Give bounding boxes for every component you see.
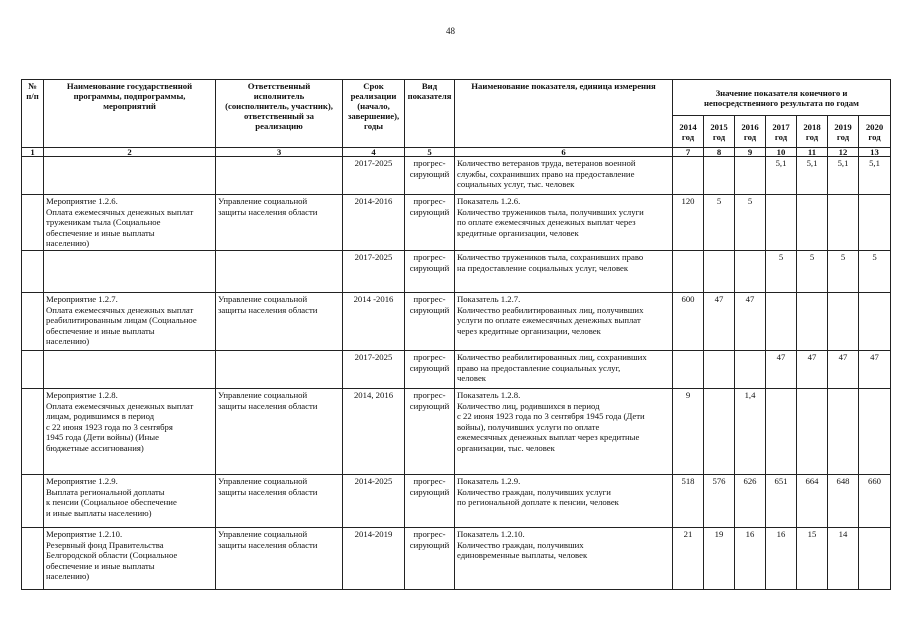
year-value: 5 — [828, 250, 859, 292]
implementation-period: 2014, 2016 — [343, 388, 405, 474]
indicator-name: Количество ветеранов труда, ветеранов военной службы, сохранивших право на предоставление социальных услуг, тыс. человек — [455, 157, 673, 195]
column-number: 5 — [405, 148, 455, 157]
indicator-table — [21, 79, 891, 590]
year-value: 660 — [859, 474, 891, 527]
row-number — [22, 527, 44, 589]
year-value: 5,1 — [766, 157, 797, 195]
program-name: Мероприятие 1.2.6. Оплата ежемесячных денежных выплат труженикам тыла (Социальное обеспечение и иные выплаты населению) — [44, 195, 216, 251]
header-year: 2016 год — [735, 116, 766, 148]
indicator-name: Показатель 1.2.7. Количество реабилитированных лиц, получивших услуги по оплате ежемесячных денежных выплат через кредитные организации, человек — [455, 292, 673, 350]
year-value — [704, 350, 735, 388]
row-number — [22, 388, 44, 474]
responsible-executor: Управление социальной защиты населения области — [216, 388, 343, 474]
year-value: 518 — [673, 474, 704, 527]
year-value: 5,1 — [828, 157, 859, 195]
year-value — [859, 388, 891, 474]
implementation-period: 2014-2019 — [343, 527, 405, 589]
year-value — [673, 350, 704, 388]
year-value: 5 — [735, 195, 766, 251]
year-value: 47 — [704, 292, 735, 350]
row-number — [22, 292, 44, 350]
year-value — [673, 250, 704, 292]
year-value: 47 — [735, 292, 766, 350]
year-value — [828, 195, 859, 251]
header-name: Наименование государственной программы, подпрограммы, мероприятий — [44, 80, 216, 148]
year-value: 600 — [673, 292, 704, 350]
year-value: 19 — [704, 527, 735, 589]
year-value: 16 — [735, 527, 766, 589]
responsible-executor: Управление социальной защиты населения области — [216, 527, 343, 589]
year-value: 626 — [735, 474, 766, 527]
year-value — [704, 388, 735, 474]
column-number: 11 — [797, 148, 828, 157]
implementation-period: 2017-2025 — [343, 157, 405, 195]
header-year: 2018 год — [797, 116, 828, 148]
indicator-name: Показатель 1.2.8. Количество лиц, родившихся в период с 22 июня 1923 года по 3 сентября 1945 года (Дети войны), получивших услуги по оплате ежемесячных денежных выплат через кредитные организации, тыс. человек — [455, 388, 673, 474]
indicator-kind: прогрес- сирующий — [405, 388, 455, 474]
table-row — [22, 250, 891, 292]
year-value — [673, 157, 704, 195]
year-value — [735, 350, 766, 388]
row-number — [22, 157, 44, 195]
implementation-period: 2014-2025 — [343, 474, 405, 527]
program-name — [44, 250, 216, 292]
year-value: 47 — [797, 350, 828, 388]
implementation-period: 2017-2025 — [343, 350, 405, 388]
indicator-name: Количество тружеников тыла, сохранивших право на предоставление социальных услуг, человек — [455, 250, 673, 292]
year-value: 5 — [766, 250, 797, 292]
column-number: 12 — [828, 148, 859, 157]
year-value: 5 — [859, 250, 891, 292]
year-value — [859, 195, 891, 251]
year-value — [735, 250, 766, 292]
year-value — [828, 292, 859, 350]
indicator-name: Количество реабилитированных лиц, сохранивших право на предоставление социальных услуг, человек — [455, 350, 673, 388]
responsible-executor — [216, 157, 343, 195]
year-value — [797, 388, 828, 474]
table-row — [22, 527, 891, 589]
year-value: 14 — [828, 527, 859, 589]
header-responsible: Ответственный исполнитель (соисполнитель, участник), ответственный за реализацию — [216, 80, 343, 148]
column-number: 2 — [44, 148, 216, 157]
responsible-executor: Управление социальной защиты населения области — [216, 474, 343, 527]
year-value: 15 — [797, 527, 828, 589]
year-value — [859, 292, 891, 350]
indicator-kind: прогрес- сирующий — [405, 292, 455, 350]
year-value — [797, 292, 828, 350]
program-name: Мероприятие 1.2.9. Выплата региональной доплаты к пенсии (Социальное обеспечение и иные выплаты населению) — [44, 474, 216, 527]
responsible-executor: Управление социальной защиты населения области — [216, 292, 343, 350]
row-number — [22, 350, 44, 388]
row-number — [22, 474, 44, 527]
column-number: 4 — [343, 148, 405, 157]
indicator-kind: прогрес- сирующий — [405, 157, 455, 195]
year-value — [859, 527, 891, 589]
column-number: 8 — [704, 148, 735, 157]
year-value — [828, 388, 859, 474]
year-value — [766, 195, 797, 251]
implementation-period: 2014-2016 — [343, 195, 405, 251]
indicator-kind: прогрес- сирующий — [405, 195, 455, 251]
header-period: Срок реализации (начало, завершение), годы — [343, 80, 405, 148]
column-number: 3 — [216, 148, 343, 157]
table-row — [22, 157, 891, 195]
column-number: 7 — [673, 148, 704, 157]
year-value — [704, 157, 735, 195]
header-num: № п/п — [22, 80, 44, 148]
header-indicator: Наименование показателя, единица измерения — [455, 80, 673, 148]
year-value — [766, 292, 797, 350]
year-value: 120 — [673, 195, 704, 251]
year-value: 47 — [859, 350, 891, 388]
year-value: 1,4 — [735, 388, 766, 474]
implementation-period: 2017-2025 — [343, 250, 405, 292]
header-year: 2019 год — [828, 116, 859, 148]
year-value — [766, 388, 797, 474]
header-year: 2014 год — [673, 116, 704, 148]
table-row — [22, 388, 891, 474]
year-value — [704, 250, 735, 292]
column-number: 10 — [766, 148, 797, 157]
indicator-kind: прогрес- сирующий — [405, 527, 455, 589]
program-name: Мероприятие 1.2.10. Резервный фонд Правительства Белгородской области (Социальное обеспечение и иные выплаты населению) — [44, 527, 216, 589]
responsible-executor — [216, 250, 343, 292]
indicator-kind: прогрес- сирующий — [405, 250, 455, 292]
year-value — [735, 157, 766, 195]
indicator-name: Показатель 1.2.9. Количество граждан, получивших услуги по региональной доплате к пенсии, человек — [455, 474, 673, 527]
year-value: 5 — [704, 195, 735, 251]
header-year: 2017 год — [766, 116, 797, 148]
column-number: 6 — [455, 148, 673, 157]
header-values-title: Значение показателя конечного и непосредственного результата по годам — [673, 80, 891, 116]
year-value: 648 — [828, 474, 859, 527]
program-name — [44, 157, 216, 195]
year-value — [797, 195, 828, 251]
table-row — [22, 350, 891, 388]
year-value: 5 — [797, 250, 828, 292]
year-value: 9 — [673, 388, 704, 474]
indicator-kind: прогрес- сирующий — [405, 474, 455, 527]
program-name — [44, 350, 216, 388]
indicator-name: Показатель 1.2.10. Количество граждан, получивших единовременные выплаты, человек — [455, 527, 673, 589]
year-value: 5,1 — [859, 157, 891, 195]
program-name: Мероприятие 1.2.8. Оплата ежемесячных денежных выплат лицам, родившимся в период с 22 июня 1923 года по 3 сентября 1945 года (Дети войны) (Иные бюджетные ассигнования) — [44, 388, 216, 474]
indicator-kind: прогрес- сирующий — [405, 350, 455, 388]
header-year: 2020 год — [859, 116, 891, 148]
year-value: 47 — [828, 350, 859, 388]
row-number — [22, 250, 44, 292]
responsible-executor — [216, 350, 343, 388]
row-number — [22, 195, 44, 251]
year-value: 5,1 — [797, 157, 828, 195]
responsible-executor: Управление социальной защиты населения области — [216, 195, 343, 251]
year-value: 651 — [766, 474, 797, 527]
table-row — [22, 292, 891, 350]
column-number: 13 — [859, 148, 891, 157]
implementation-period: 2014 -2016 — [343, 292, 405, 350]
year-value: 664 — [797, 474, 828, 527]
year-value: 576 — [704, 474, 735, 527]
year-value: 16 — [766, 527, 797, 589]
header-kind: Вид показателя — [405, 80, 455, 148]
column-number: 9 — [735, 148, 766, 157]
table-row — [22, 474, 891, 527]
year-value: 47 — [766, 350, 797, 388]
column-number: 1 — [22, 148, 44, 157]
header-year: 2015 год — [704, 116, 735, 148]
table-row — [22, 195, 891, 251]
page-number: 48 — [446, 26, 455, 36]
program-name: Мероприятие 1.2.7. Оплата ежемесячных денежных выплат реабилитированным лицам (Социальное обеспечение и иные выплаты населению) — [44, 292, 216, 350]
indicator-name: Показатель 1.2.6. Количество тружеников тыла, получивших услуги по оплате ежемесячных денежных выплат через кредитные организации, человек — [455, 195, 673, 251]
year-value: 21 — [673, 527, 704, 589]
table-body — [22, 157, 891, 590]
